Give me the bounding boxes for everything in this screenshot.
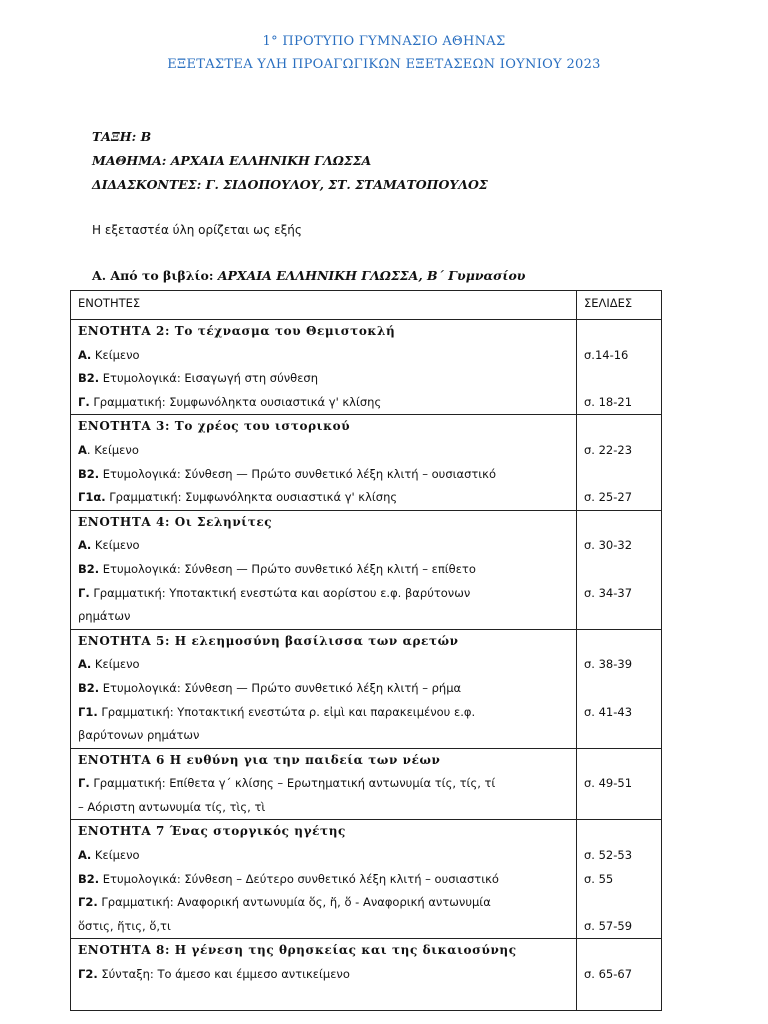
syllabus-line [78,963,576,987]
section-title: ΕΝΟΤΗΤΑ 2: Το τέχνασμα του Θεμιστοκλή [78,324,396,338]
section-units-cell [71,629,577,748]
units-header: ΕΝΟΤΗΤΕΣ [78,296,141,310]
section-pages-cell [577,629,662,748]
line-pages [584,891,661,915]
line-text: βαρύτονων ρημάτων [78,728,200,743]
syllabus-line [78,391,576,415]
line-pages: σ. 49-51 [584,776,633,791]
syllabus-line [78,796,576,820]
section-pages-cell [577,320,662,415]
section-row [71,320,662,415]
line-pages [584,987,661,1011]
line-text: ὅστις, ἥτις, ὅ,τι [78,918,171,933]
syllabus-line [78,582,576,606]
line-pages: σ. 55 [584,871,614,886]
book-title: ΑΡΧΑΙΑ ΕΛΛΗΝΙΚΗ ΓΛΩΣΣΑ, Β΄ Γυμνασίου [217,268,526,283]
subject-line: ΜΑΘΗΜΑ: ΑΡΧΑΙΑ ΕΛΛΗΝΙΚΗ ΓΛΩΣΣΑ [92,153,372,168]
book-prefix: Α. Από το βιβλίο: [92,268,218,283]
syllabus-line [78,463,576,487]
section-row [71,510,662,629]
line-pages [584,796,661,820]
intro-text: Η εξεταστέα ύλη ορίζεται ως εξής [92,223,302,237]
document-title: ΕΞΕΤΑΣΤΕΑ ΥΛΗ ΠΡΟΑΓΩΓΙΚΩΝ ΕΞΕΤΑΣΕΩΝ ΙΟΥΝΙΟΥ 2023 [167,57,601,72]
section-units-cell [71,320,577,415]
line-pages: σ. 25-27 [584,490,633,505]
line-text: Γραμματική: Υποτακτική ενεστώτα και αορίστου ε.φ. βαρύτονων [89,585,471,600]
section-title-spacer [584,749,661,773]
line-text: Κείμενο [91,848,140,863]
section-row [71,820,662,939]
section-title-spacer [584,820,661,844]
line-pages [584,463,661,487]
section-pages-cell [577,415,662,510]
section-title: ΕΝΟΤΗΤΑ 4: Οι Σεληνίτες [78,514,273,529]
line-label: Α. [78,347,92,362]
line-label: Γ2. [78,895,98,910]
syllabus-line [78,844,576,868]
line-pages: σ. 41-43 [584,704,633,719]
syllabus-line [78,367,576,391]
line-text: Σύνταξη: Το άμεσο και έμμεσο αντικείμενο [97,967,350,982]
section-title: ΕΝΟΤΗΤΑ 5: Η ελεημοσύνη βασίλισσα των αρετών [78,633,459,648]
line-pages: σ.14-16 [584,347,629,362]
syllabus-line [78,891,576,915]
line-label: Α [78,442,87,457]
line-text: Ετυμολογικά: Σύνθεση – Δεύτερο συνθετικό λέξη κλιτή – ουσιαστικό [99,871,499,886]
syllabus-line [78,605,576,629]
section-units-cell [71,510,577,629]
line-label: Β2. [78,371,100,386]
line-pages: σ. 38-39 [584,657,633,672]
syllabus-table [70,290,662,1011]
line-text: Γραμματική: Συμφωνόληκτα ουσιαστικά γ' κλίσης [89,394,382,409]
section-row [71,939,662,1011]
book-heading [92,268,525,283]
syllabus-line [78,344,576,368]
section-units-cell [71,748,577,820]
line-label: Β2. [78,466,100,481]
section-title-spacer [584,511,661,535]
pages-header-cell [577,291,662,320]
syllabus-line [78,724,576,748]
line-pages [584,367,661,391]
section-row [71,748,662,820]
line-label: Γ1. [78,704,98,719]
line-pages [584,677,661,701]
syllabus-line [78,772,576,796]
syllabus-line [78,534,576,558]
section-pages-cell [577,820,662,939]
table-header-row [71,291,662,320]
units-header-cell [71,291,577,320]
syllabus-line [78,653,576,677]
line-text: Γραμματική: Υποτακτική ενεστώτα ρ. εἰμὶ και παρακειμένου ε.φ. [97,704,476,719]
syllabus-line [78,486,576,510]
section-pages-cell [577,748,662,820]
section-units-cell [71,939,577,1011]
line-label: Γ2. [78,967,98,982]
line-label: Α. [78,538,92,553]
line-label: Γ. [78,585,90,600]
syllabus-line [78,868,576,892]
section-pages-cell [577,510,662,629]
section-pages-cell [577,939,662,1011]
section-units-cell [71,415,577,510]
line-pages: σ. 57-59 [584,918,633,933]
line-pages: σ. 65-67 [584,967,633,982]
syllabus-line [78,701,576,725]
section-title: ΕΝΟΤΗΤΑ 7 Ένας στοργικός ηγέτης [78,824,346,839]
syllabus-line [78,677,576,701]
line-pages: σ. 30-32 [584,538,633,553]
line-text: Ετυμολογικά: Σύνθεση — Πρώτο συνθετικό λέξη κλιτή – ουσιαστικό [99,466,496,481]
class-line: ΤΑΞΗ: Β [92,129,152,144]
line-text: Κείμενο [91,347,140,362]
line-label: Β2. [78,680,100,695]
line-pages: σ. 34-37 [584,585,633,600]
line-text: – Αόριστη αντωνυμία τίς, τὶς, τὶ [78,799,266,814]
syllabus-line [78,439,576,463]
line-text: Ετυμολογικά: Εισαγωγή στη σύνθεση [99,371,318,386]
line-label: Β2. [78,561,100,576]
section-title: ΕΝΟΤΗΤΑ 8: Η γένεση της θρησκείας και της δικαιοσύνης [78,943,517,958]
section-row [71,415,662,510]
section-title-spacer [584,415,661,439]
line-label: Α. [78,848,92,863]
line-text: Γραμματική: Αναφορική αντωνυμία ὅς, ἥ, ὅ - Αναφορική αντωνυμία [97,895,491,910]
section-row [71,629,662,748]
line-label: Β2. [78,871,100,886]
line-text: Γραμματική: Συμφωνόληκτα ουσιαστικά γ' κλίσης [105,490,398,505]
line-label: Γ. [78,394,90,409]
line-pages: σ. 18-21 [584,394,633,409]
line-label: Γ1α. [78,490,106,505]
section-title-spacer [584,320,661,344]
line-label: Γ. [78,776,90,791]
line-text: Ετυμολογικά: Σύνθεση — Πρώτο συνθετικό λέξη κλιτή – επίθετο [99,561,476,576]
line-pages [584,605,661,629]
line-pages [584,558,661,582]
line-text: Κείμενο [91,538,140,553]
line-text: . Κείμενο [86,442,139,457]
pages-header: ΣΕΛΙΔΕΣ [584,296,633,310]
line-pages: σ. 22-23 [584,442,633,457]
section-title-spacer [584,939,661,963]
syllabus-line [78,558,576,582]
line-text: Κείμενο [91,657,140,672]
line-text: Ετυμολογικά: Σύνθεση — Πρώτο συνθετικό λέξη κλιτή – ρήμα [99,680,462,695]
line-text: Γραμματική: Επίθετα γ΄ κλίσης – Ερωτηματική αντωνυμία τίς, τίς, τί [89,776,496,791]
syllabus-line [78,987,576,1011]
line-pages: σ. 52-53 [584,848,633,863]
section-units-cell [71,820,577,939]
line-pages [584,724,661,748]
line-label: Α. [78,657,92,672]
section-title-spacer [584,630,661,654]
section-title: ΕΝΟΤΗΤΑ 6 Η ευθύνη για την παιδεία των νέων [78,752,441,767]
teachers-line: ΔΙΔΑΣΚΟΝΤΕΣ: Γ. ΣΙΔΟΠΟΥΛΟΥ, ΣΤ. ΣΤΑΜΑΤΟΠΟΥΛΟΣ [92,177,488,192]
school-title: 1° ΠΡΟΤΥΠΟ ΓΥΜΝΑΣΙΟ ΑΘΗΝΑΣ [262,34,506,49]
line-text: ρημάτων [78,609,131,624]
section-title: ΕΝΟΤΗΤΑ 3: Το χρέος του ιστορικού [78,419,351,434]
syllabus-line [78,915,576,939]
